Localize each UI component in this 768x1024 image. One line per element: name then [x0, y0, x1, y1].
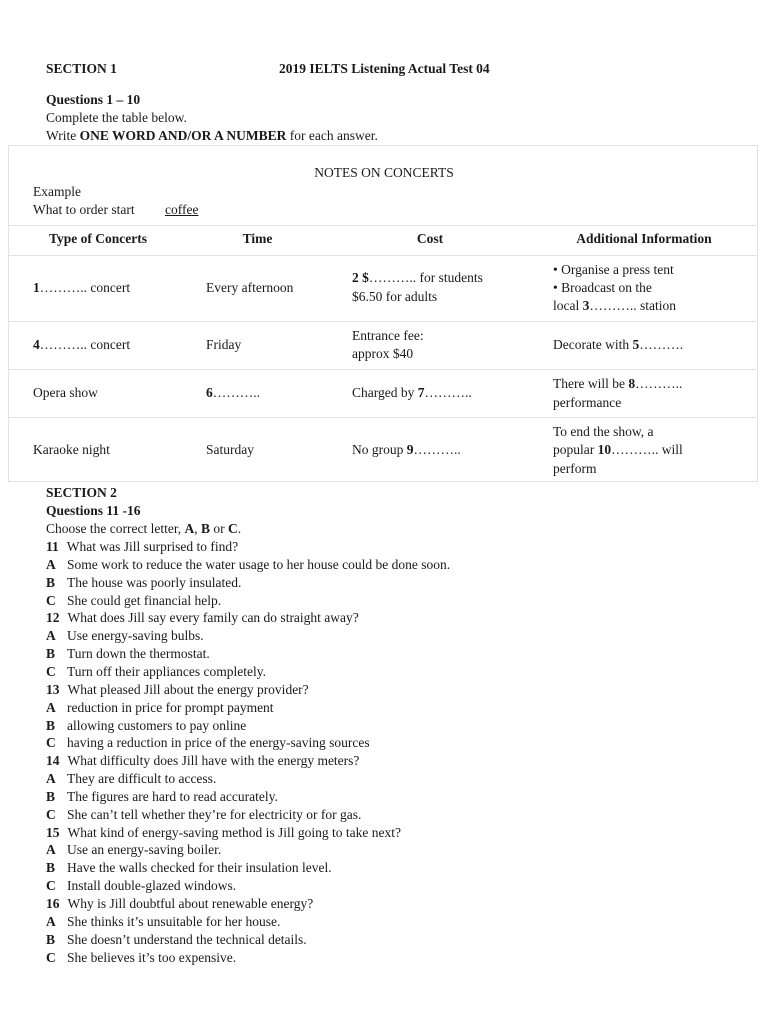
question-number: 11	[46, 539, 59, 554]
questions-11-16-heading: Questions 11 -16	[46, 503, 141, 518]
divider	[9, 255, 757, 256]
blank-number: 7	[417, 385, 425, 400]
option-16-b	[46, 931, 307, 948]
table-cell-info-4b	[553, 441, 683, 459]
option-text: having a reduction in price of the energy-saving sources	[67, 735, 370, 751]
option-text: Install double-glazed windows.	[67, 878, 237, 894]
instruction-word-limit	[46, 128, 378, 144]
cell-text: ………..	[413, 442, 461, 457]
option-14-a	[46, 771, 217, 787]
option-13-c	[46, 735, 370, 751]
table-cell-type-2	[33, 336, 130, 354]
option-text: Have the walls checked for their insulation level.	[67, 860, 332, 876]
question-text: What difficulty does Jill have with the energy meters?	[67, 753, 360, 769]
option-15-c	[46, 878, 237, 894]
question-text: What pleased Jill about the energy provider?	[67, 681, 309, 697]
instruction-text: .	[237, 521, 242, 536]
example-label: Example	[33, 184, 81, 199]
option-text: Turn off their appliances completely.	[67, 663, 266, 679]
option-letter: A	[46, 628, 56, 644]
option-letter: B	[46, 574, 56, 590]
blank-number: 1	[33, 280, 40, 295]
letter-b: B	[201, 521, 211, 536]
section-1-heading: SECTION 1	[46, 61, 117, 76]
option-16-a	[46, 913, 281, 930]
cell-text: ……….. will	[611, 442, 683, 457]
cell-text: ……….. concert	[39, 337, 131, 352]
instruction-choose-letter	[46, 521, 241, 537]
option-letter: C	[46, 949, 56, 965]
option-letter: A	[46, 556, 56, 572]
table-cell-cost-4	[352, 441, 461, 459]
letter-a: A	[184, 521, 195, 536]
option-letter: B	[46, 717, 56, 733]
option-letter: C	[46, 735, 56, 751]
question-text: What was Jill surprised to find?	[66, 539, 239, 554]
table-cell-info-4a: To end the show, a	[553, 424, 654, 439]
option-text: She can’t tell whether they’re for electricity or for gas.	[67, 806, 362, 822]
cell-text: ……….. concert	[39, 280, 131, 295]
divider	[9, 369, 757, 370]
option-text: Use an energy-saving boiler.	[67, 842, 222, 858]
option-12-b	[46, 646, 210, 662]
column-header-cost: Cost	[416, 231, 444, 246]
option-letter: B	[46, 646, 56, 662]
cell-text: ……….. for students	[368, 270, 483, 285]
instruction-text: Choose the correct letter,	[46, 521, 185, 536]
question-15	[46, 825, 401, 841]
instruction-word-limit-pre: Write	[46, 128, 80, 143]
option-letter: C	[46, 806, 56, 822]
option-text: The figures are hard to read accurately.	[67, 788, 278, 804]
blank-number: 10	[597, 442, 612, 457]
instruction-text: ,	[194, 521, 202, 536]
option-11-c	[46, 592, 222, 609]
option-letter: A	[46, 771, 56, 787]
table-cell-time-1: Every afternoon	[206, 280, 294, 295]
question-text: What does Jill say every family can do straight away?	[67, 610, 359, 626]
option-text: Use energy-saving bulbs.	[67, 628, 204, 644]
option-14-b	[46, 788, 278, 805]
table-cell-cost-1a	[352, 269, 483, 287]
option-12-c	[46, 663, 266, 680]
blank-number: 4	[33, 337, 40, 352]
instruction-text: or	[210, 521, 229, 536]
table-cell-cost-3	[352, 384, 472, 402]
blank-number: 6	[206, 385, 213, 400]
example-answer: coffee	[165, 202, 199, 217]
table-cell-info-1c	[553, 297, 676, 315]
cell-text: Charged by	[352, 385, 418, 400]
option-text: She could get financial help.	[67, 592, 222, 608]
instruction-word-limit-post: for each answer.	[286, 128, 378, 143]
cell-text: There will be	[553, 376, 629, 391]
option-text: She thinks it’s unsuitable for her house.	[67, 913, 281, 929]
option-letter: A	[46, 842, 56, 858]
instruction-word-limit-bold: ONE WORD AND/OR A NUMBER	[79, 128, 287, 143]
question-text: Why is Jill doubtful about renewable energy?	[67, 896, 314, 911]
table-cell-info-4c: perform	[553, 461, 597, 476]
table-cell-info-3b: performance	[553, 395, 622, 410]
test-title: 2019 IELTS Listening Actual Test 04	[279, 61, 490, 76]
cell-text: ………..	[424, 385, 472, 400]
cell-text: ………..	[635, 376, 683, 391]
table-cell-info-1a: • Organise a press tent	[553, 262, 674, 277]
table-cell-time-2: Friday	[206, 337, 242, 352]
option-text: The house was poorly insulated.	[67, 574, 242, 590]
blank-number: 3	[582, 298, 590, 313]
cell-text: local	[553, 298, 583, 313]
divider	[9, 417, 757, 418]
question-number: 16	[46, 896, 60, 911]
table-cell-time-3	[206, 384, 260, 402]
option-text: reduction in price for prompt payment	[67, 699, 274, 715]
question-number: 13	[46, 681, 60, 697]
option-13-a	[46, 699, 274, 716]
column-header-type: Type of Concerts	[49, 231, 147, 246]
table-cell-cost-2a: Entrance fee:	[352, 328, 424, 343]
option-12-a	[46, 628, 204, 644]
option-11-b	[46, 574, 242, 591]
notes-title: NOTES ON CONCERTS	[314, 165, 454, 180]
cell-text: popular	[553, 442, 598, 457]
column-header-time: Time	[242, 231, 273, 246]
table-cell-info-2	[553, 336, 683, 354]
divider	[9, 321, 757, 322]
option-text: They are difficult to access.	[67, 771, 217, 787]
option-16-c	[46, 949, 237, 966]
table-cell-info-1b: • Broadcast on the	[553, 280, 652, 295]
cell-text: No group	[352, 442, 407, 457]
table-cell-time-4: Saturday	[206, 442, 254, 457]
option-letter: A	[46, 699, 56, 715]
section-2-heading: SECTION 2	[46, 485, 117, 500]
question-13	[46, 682, 309, 698]
table-cell-type-1	[33, 279, 130, 297]
table-cell-cost-1b: $6.50 for adults	[352, 289, 438, 304]
option-13-b	[46, 717, 247, 734]
option-15-a	[46, 842, 222, 858]
question-11	[46, 539, 238, 555]
cell-text: ……….	[639, 337, 684, 352]
blank-number: 9	[406, 442, 414, 457]
option-letter: B	[46, 860, 56, 876]
option-11-a	[46, 556, 451, 573]
questions-1-10-heading: Questions 1 – 10	[46, 92, 141, 107]
cell-text: ………..	[212, 385, 260, 400]
cell-text: ……….. station	[589, 298, 676, 313]
table-cell-type-3: Opera show	[33, 385, 98, 400]
instruction-complete-table: Complete the table below.	[46, 110, 187, 125]
divider	[9, 225, 757, 226]
example-question: What to order start	[33, 202, 135, 217]
blank-number: 2 $	[352, 270, 369, 285]
cell-text: Decorate with	[553, 337, 633, 352]
table-cell-type-4: Karaoke night	[33, 442, 110, 457]
option-text: Turn down the thermostat.	[67, 646, 210, 662]
blank-number: 8	[628, 376, 636, 391]
option-15-b	[46, 860, 332, 876]
question-number: 14	[46, 753, 60, 769]
question-16	[46, 896, 313, 912]
table-cell-cost-2b: approx $40	[352, 346, 414, 361]
question-14	[46, 753, 359, 769]
option-letter: B	[46, 931, 56, 947]
question-number: 15	[46, 824, 60, 840]
column-header-info: Additional Information	[576, 231, 712, 246]
option-letter: B	[46, 788, 56, 804]
option-letter: C	[46, 878, 56, 894]
option-text: allowing customers to pay online	[67, 717, 247, 733]
question-12	[46, 610, 359, 626]
option-letter: C	[46, 592, 56, 608]
option-letter: A	[46, 913, 56, 929]
option-letter: C	[46, 663, 56, 679]
option-text: Some work to reduce the water usage to her house could be done soon.	[67, 556, 451, 572]
question-number: 12	[46, 610, 60, 626]
option-14-c	[46, 806, 362, 823]
option-text: She doesn’t understand the technical details.	[67, 931, 307, 947]
table-cell-info-3a	[553, 375, 682, 393]
question-text: What kind of energy-saving method is Jill going to take next?	[67, 824, 401, 840]
option-text: She believes it’s too expensive.	[67, 949, 237, 965]
blank-number: 5	[632, 337, 640, 352]
letter-c: C	[228, 521, 238, 536]
